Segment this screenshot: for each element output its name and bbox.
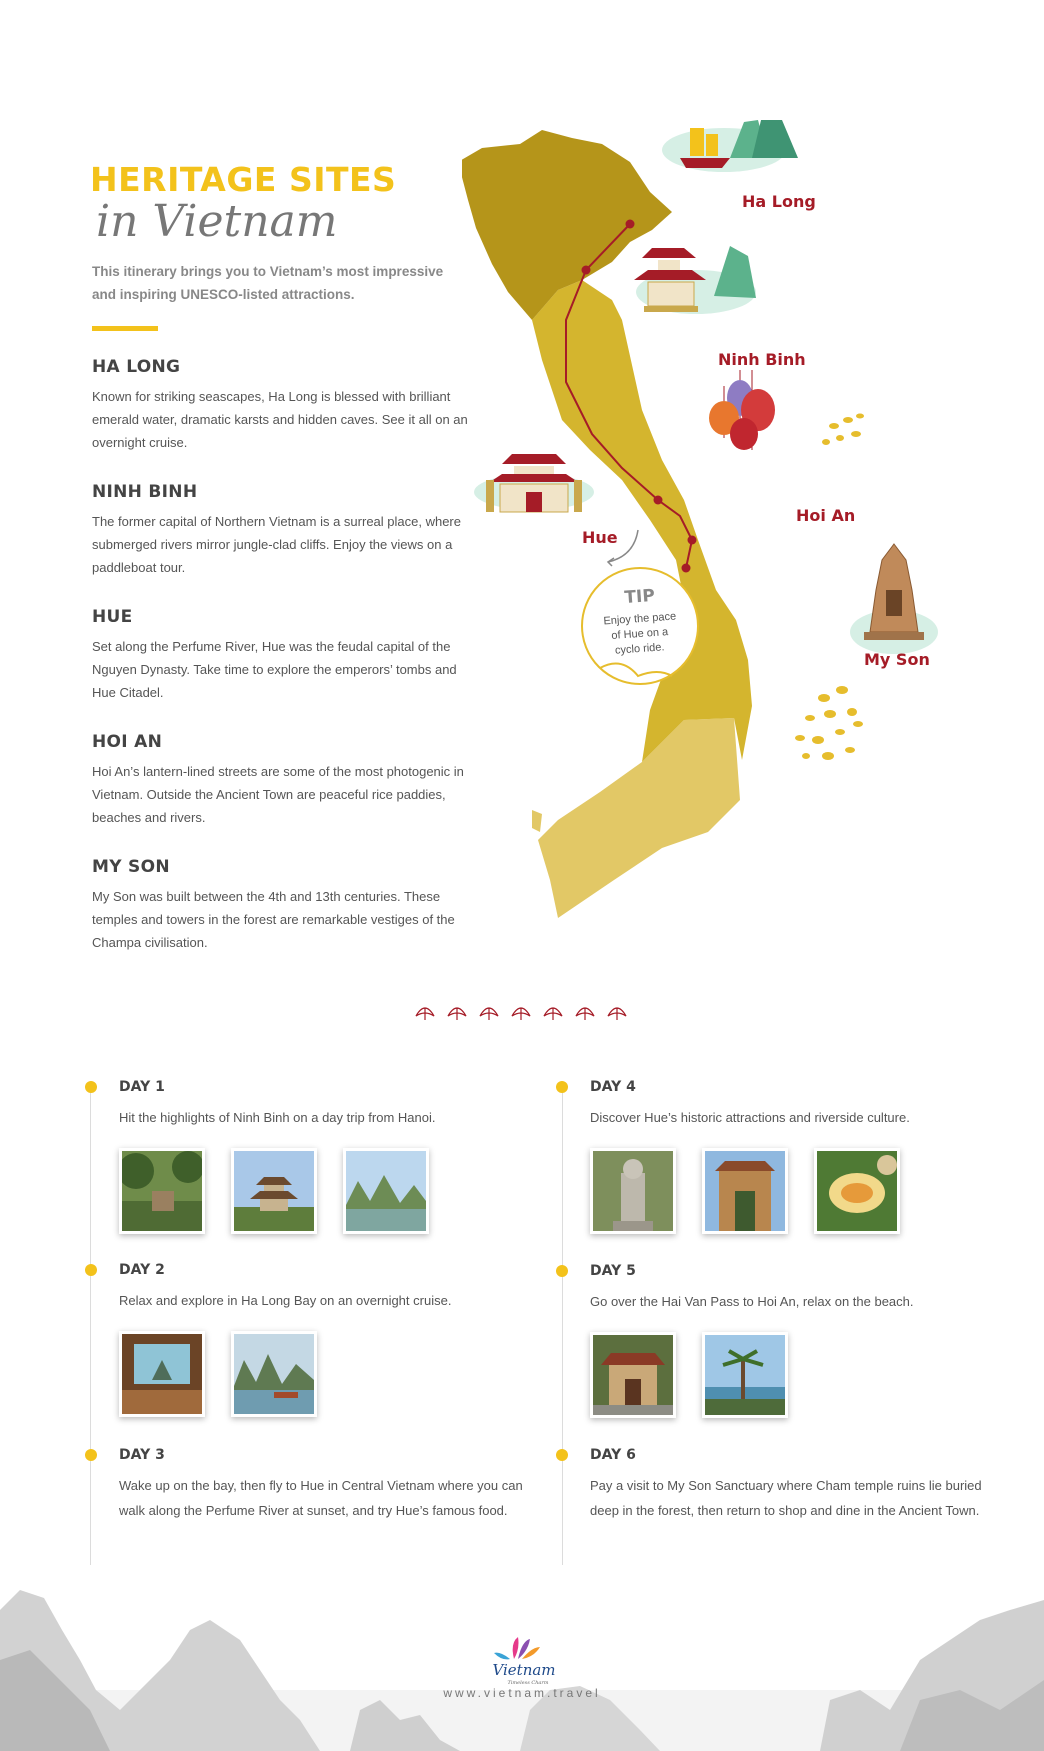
site-my-son (92, 857, 472, 954)
accent-rule (92, 326, 158, 331)
map-label-ninh-binh: Ninh Binh (718, 350, 806, 369)
photo-hoi-an-temple (590, 1332, 676, 1418)
photo-citadel-gate (702, 1148, 788, 1234)
map-label-ha-long: Ha Long (742, 192, 816, 211)
vietnam-map-illustration (462, 120, 962, 930)
route-point-ninh-binh (582, 266, 591, 275)
page-subtitle: in Vietnam (96, 196, 338, 247)
day-3 (119, 1447, 529, 1523)
leaf-decoration-top (822, 414, 864, 446)
timeline-dot (556, 1265, 568, 1277)
day-label: DAY 6 (590, 1447, 636, 1463)
vietnam-logo (484, 1633, 564, 1689)
ninh-binh-illustration (634, 246, 756, 314)
timeline-dot (556, 1449, 568, 1461)
route-point-hue (654, 496, 663, 505)
photo-ha-long-bay (231, 1331, 317, 1417)
day-label: DAY 2 (119, 1262, 165, 1278)
decorative-divider (410, 996, 640, 1026)
route-point-ha-long (626, 220, 635, 229)
day-photos (590, 1148, 1000, 1234)
site-description: The former capital of Northern Vietnam is a surreal place, where submerged rivers mirror jungle-clad cliffs. Enjoy the views on a paddleboat tour. (92, 514, 461, 575)
site-ha-long (92, 357, 472, 454)
day-6 (590, 1447, 1000, 1523)
timeline-dot (85, 1449, 97, 1461)
route-point-my-son (682, 564, 691, 573)
map-label-hoi-an: Hoi An (796, 506, 856, 525)
tip-line-2: of Hue on a (611, 626, 669, 642)
timeline-line-right (562, 1090, 563, 1565)
photo-palm-beach (702, 1332, 788, 1418)
photo-river-karsts (343, 1148, 429, 1234)
day-description: Hit the highlights of Ninh Binh on a day trip from Hanoi. (119, 1110, 436, 1125)
day-photos (119, 1331, 529, 1417)
site-description: Hoi An’s lantern-lined streets are some of the most photogenic in Vietnam. Outside the Ancient Town are peaceful rice paddies, beaches and rivers. (92, 764, 464, 825)
site-heading: HUE (92, 607, 133, 627)
day-label: DAY 5 (590, 1263, 636, 1279)
timeline-line-left (90, 1090, 91, 1565)
day-label: DAY 4 (590, 1079, 636, 1095)
site-heading: MY SON (92, 857, 170, 877)
day-description: Wake up on the bay, then fly to Hue in Central Vietnam where you can walk along the Perfume River at sunset, and try Hue’s famous food. (119, 1478, 523, 1518)
logo-wordmark: Vietnam (492, 1661, 556, 1679)
tip-line-3: cyclo ride. (614, 641, 665, 657)
vietnam-map (462, 120, 962, 930)
day-label: DAY 1 (119, 1079, 165, 1095)
map-label-my-son: My Son (864, 650, 930, 669)
map-island (532, 810, 542, 832)
site-hoi-an (92, 732, 472, 829)
photo-stone-mandarin (590, 1148, 676, 1234)
day-label: DAY 3 (119, 1447, 165, 1463)
site-heading: HA LONG (92, 357, 181, 377)
timeline-dot (85, 1081, 97, 1093)
day-description: Go over the Hai Van Pass to Hoi An, relax on the beach. (590, 1294, 914, 1309)
hoi-an-illustration (709, 370, 775, 450)
day-2 (119, 1262, 529, 1417)
site-hue (92, 607, 472, 704)
day-1 (119, 1079, 529, 1234)
site-description: Known for striking seascapes, Ha Long is blessed with brilliant emerald water, dramatic karsts and hidden caves. See it all on an overnight cruise. (92, 389, 468, 450)
site-ninh-binh (92, 482, 472, 579)
day-description: Pay a visit to My Son Sanctuary where Cham temple ruins lie buried deep in the forest, then return to shop and dine in the Ancient Town. (590, 1478, 982, 1518)
day-4 (590, 1079, 1000, 1234)
site-heading: NINH BINH (92, 482, 198, 502)
tip-title: TIP (623, 585, 656, 609)
day-5 (590, 1263, 1000, 1418)
website-url[interactable]: www.vietnam.travel (443, 1686, 601, 1700)
photo-garden-temple (119, 1148, 205, 1234)
day-description: Relax and explore in Ha Long Bay on an overnight cruise. (119, 1293, 452, 1308)
my-son-illustration (850, 544, 938, 654)
page-title: HERITAGE SITES (90, 160, 397, 199)
photo-pagoda (231, 1148, 317, 1234)
route-point-hoi-an (688, 536, 697, 545)
timeline-dot (556, 1081, 568, 1093)
map-region-south (538, 718, 740, 918)
map-label-hue: Hue (582, 528, 618, 547)
day-description: Discover Hue’s historic attractions and riverside culture. (590, 1110, 910, 1125)
timeline-dot (85, 1264, 97, 1276)
leaf-decoration-bottom (795, 686, 863, 760)
photo-cruise-cabin (119, 1331, 205, 1417)
logo-tagline: Timeless Charm (507, 1680, 549, 1686)
site-description: Set along the Perfume River, Hue was the feudal capital of the Nguyen Dynasty. Take time to explore the emperors’ tombs and Hue Citadel. (92, 639, 457, 700)
site-description: My Son was built between the 4th and 13th centuries. These temples and towers in the forest are remarkable vestiges of the Champa civilisation. (92, 889, 455, 950)
day-photos (590, 1332, 1000, 1418)
intro-text: This itinerary brings you to Vietnam’s most impressive and inspiring UNESCO-listed attractions. (92, 264, 444, 302)
tip-line-1: Enjoy the pace (603, 610, 677, 628)
day-photos (119, 1148, 529, 1234)
hue-illustration (474, 454, 594, 512)
photo-hue-food (814, 1148, 900, 1234)
ha-long-illustration (662, 120, 798, 172)
site-heading: HOI AN (92, 732, 163, 752)
